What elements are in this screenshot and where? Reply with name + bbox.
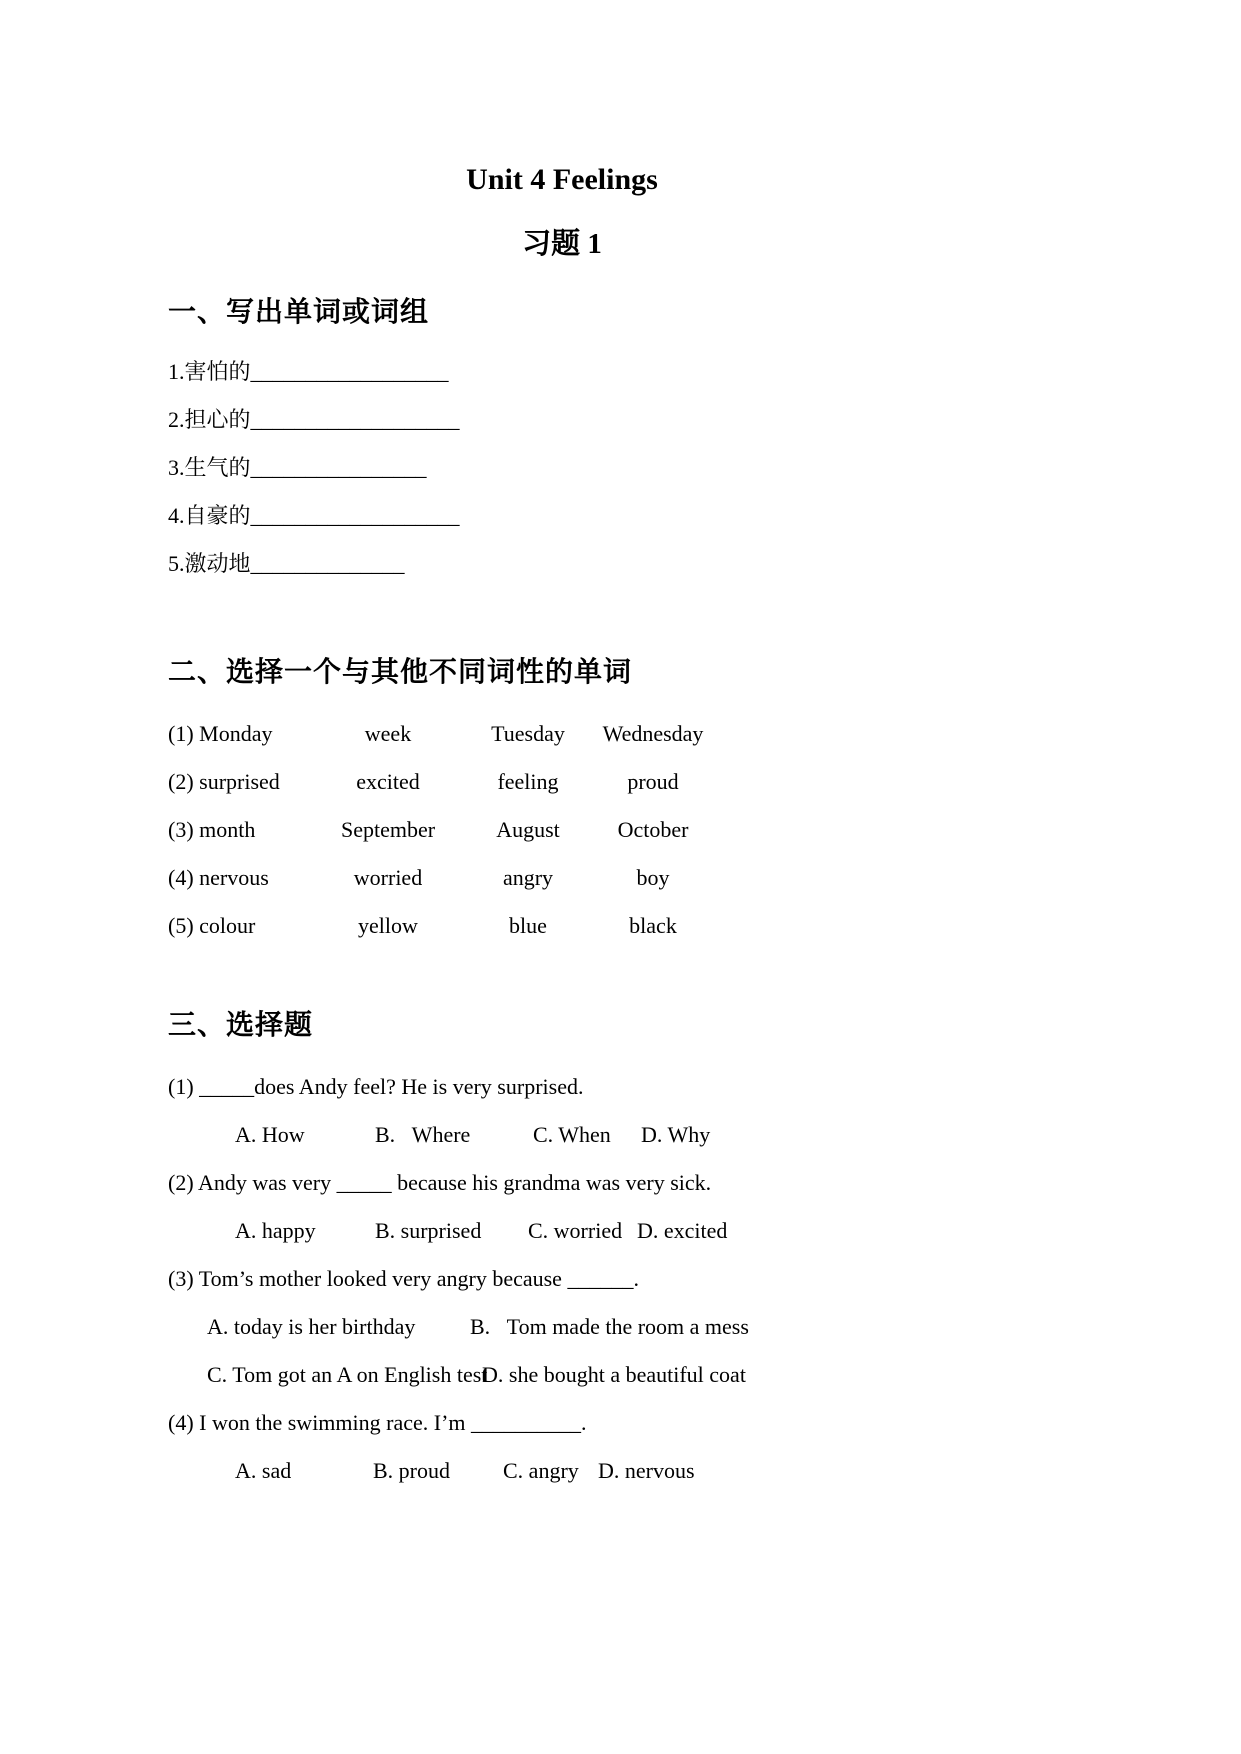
fill-in-item-1: 1.害怕的__________________ (168, 359, 449, 384)
section3-heading: 三、选择题 (168, 1009, 314, 1040)
word-cell: black (629, 913, 677, 938)
option-c: C. When (533, 1122, 611, 1147)
word-cell: (1) Monday (168, 721, 273, 746)
question-2-stem: (2) Andy was very _____ because his grandma was very sick. (168, 1170, 712, 1195)
option-a: A. How (235, 1122, 305, 1147)
word-row-5 (168, 902, 1241, 950)
word-cell: October (617, 817, 689, 842)
section1-fill-in-list (168, 348, 1241, 588)
fill-in-item-3: 3.生气的________________ (168, 455, 427, 480)
word-cell: September (340, 817, 436, 842)
word-row-3 (168, 806, 1241, 854)
fill-in-item-2: 2.担心的___________________ (168, 407, 460, 432)
option-d: D. nervous (598, 1458, 695, 1483)
word-row-1 (168, 710, 1241, 758)
option-b: B. surprised (375, 1218, 482, 1243)
fill-in-item-5: 5.激动地______________ (168, 551, 405, 576)
word-cell: proud (627, 769, 679, 794)
question-4-stem: (4) I won the swimming race. I’m __________. (168, 1410, 587, 1435)
option-c: C. angry (503, 1458, 579, 1483)
word-row-2 (168, 758, 1241, 806)
word-row-4 (168, 854, 1241, 902)
word-cell: (4) nervous (168, 865, 269, 890)
option-b: B. Where (375, 1122, 471, 1147)
word-cell: blue (509, 913, 547, 938)
word-cell: feeling (497, 769, 559, 794)
word-cell: Tuesday (491, 721, 565, 746)
word-cell: (5) colour (168, 913, 256, 938)
page-subtitle: 习题 1 (522, 228, 602, 260)
word-cell: boy (636, 865, 670, 890)
section3-questions (168, 1063, 1241, 1495)
option-c: C. worried (528, 1218, 623, 1243)
word-cell: angry (502, 865, 554, 890)
fill-in-item-4: 4.自豪的___________________ (168, 503, 460, 528)
question-3-stem: (3) Tom’s mother looked very angry because ______. (168, 1266, 639, 1291)
word-cell: week (364, 721, 412, 746)
question-3-options-row-1 (168, 1303, 1241, 1351)
section2-word-rows (168, 710, 1241, 950)
option-b: B. proud (373, 1458, 450, 1483)
question-2-options (168, 1207, 1241, 1255)
option-a: A. happy (235, 1218, 316, 1243)
option-d: D. excited (637, 1218, 728, 1243)
question-4-options (168, 1447, 1241, 1495)
option-d: D. Why (641, 1122, 711, 1147)
section1-heading: 一、写出单词或词组 (168, 296, 430, 327)
option-d: D. she bought a beautiful coat (482, 1362, 746, 1387)
question-1-stem: (1) _____does Andy feel? He is very surprised. (168, 1074, 584, 1099)
word-cell: (2) surprised (168, 769, 280, 794)
page-title: Unit 4 Feelings (466, 163, 658, 196)
question-3-options-row-2 (168, 1351, 1241, 1399)
word-cell: August (496, 817, 560, 842)
word-cell: excited (356, 769, 420, 794)
word-cell: worried (353, 865, 423, 890)
question-1-options (168, 1111, 1241, 1159)
option-c: C. Tom got an A on English test (207, 1362, 488, 1387)
word-cell: Wednesday (602, 721, 704, 746)
option-b: B. Tom made the room a mess (470, 1314, 749, 1339)
word-cell: yellow (358, 913, 418, 938)
word-cell: (3) month (168, 817, 256, 842)
section2-heading: 二、选择一个与其他不同词性的单词 (168, 656, 633, 687)
option-a: A. sad (235, 1458, 292, 1483)
option-a: A. today is her birthday (207, 1314, 416, 1339)
